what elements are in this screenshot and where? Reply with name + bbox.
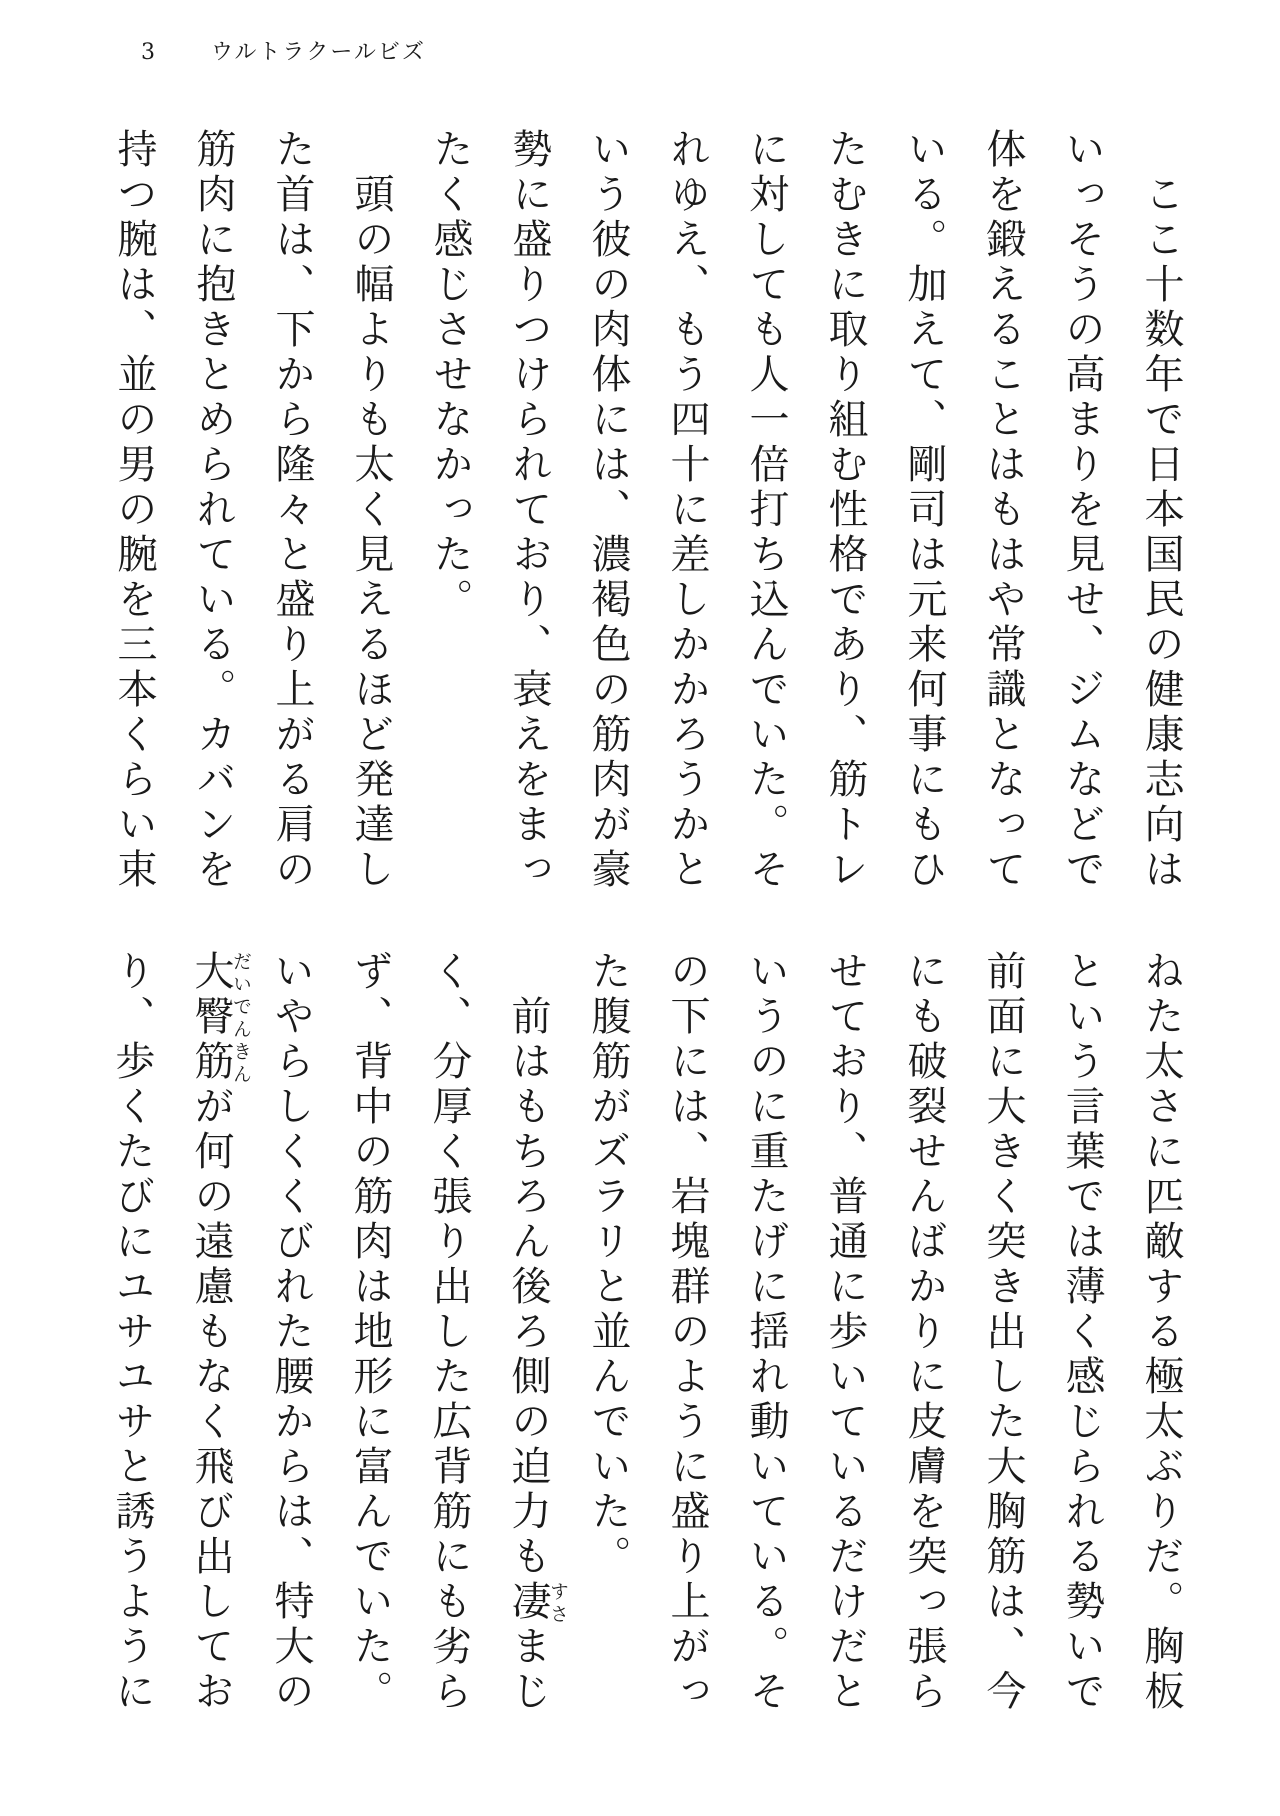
furigana: すさ [547,1580,569,1625]
text-column: く、分厚く張り出した広背筋にも劣ら [426,950,472,1715]
text-column: 持つ腕は、並の男の腕を三本くらい束 [111,128,157,893]
text-column: いっそうの高まりを見せ、ジムなどで [1059,128,1105,893]
text-column: 頭の幅よりも太く見えるほど発達し [348,128,394,893]
text-band-top [94,128,1200,893]
text-column: り、歩くたびにユサユサと誘うように [109,950,155,1715]
text-column: 筋肉に抱きとめられている。カバンを [190,128,236,893]
ruby-annotated-text: 凄すさ [505,1580,569,1625]
text-column: の下には、岩塊群のように盛り上がっ [664,950,710,1715]
text-column: れゆえ、もう四十に差しかかろうかと [664,128,710,893]
text-column: たく感じさせなかった。 [427,128,473,623]
text-column: に対しても人一倍打ち込んでいた。そ [743,128,789,893]
ruby-annotated-text: 大臀筋だいでんきん [188,950,252,1085]
text-column: いう彼の肉体には、濃褐色の筋肉が豪 [585,128,631,893]
furigana: だいでんきん [230,950,252,1085]
text-column: いる。加えて、剛司は元来何事にもひ [901,128,947,893]
page-number: 3 [141,40,155,65]
text-column: ここ十数年で日本国民の健康志向は [1138,128,1184,893]
text-column: た腹筋がズラリと並んでいた。 [585,950,631,1580]
text-band-bottom [92,950,1200,1715]
text-column: いやらしくくびれた腰からは、特大の [268,950,314,1715]
text-column: ず、背中の筋肉は地形に富んでいた。 [347,950,393,1715]
text-column: たむきに取り組む性格であり、筋トレ [822,128,868,893]
text-column: という言葉では薄く感じられる勢いで [1059,950,1105,1715]
text-column: 大臀筋だいでんきんが何の遠慮もなく飛び出してお [188,950,252,1715]
running-title: ウルトラクールビズ [211,40,426,65]
text-column: にも破裂せんばかりに皮膚を突っ張ら [901,950,947,1715]
text-column: 前面に大きく突き出した大胸筋は、今 [980,950,1026,1715]
text-column: ねた太さに匹敵する極太ぶりだ。胸板 [1138,950,1184,1715]
text-column: 前はもちろん後ろ側の迫力も凄すさまじ [505,950,569,1715]
text-column: 勢に盛りつけられており、衰えをまっ [506,128,552,893]
text-column: た首は、下から隆々と盛り上がる肩の [269,128,315,893]
text-column: 体を鍛えることはもはや常識となって [980,128,1026,893]
page-header [141,40,426,66]
text-column: せており、普通に歩いているだけだと [822,950,868,1715]
text-column: いうのに重たげに揺れ動いている。そ [743,950,789,1715]
